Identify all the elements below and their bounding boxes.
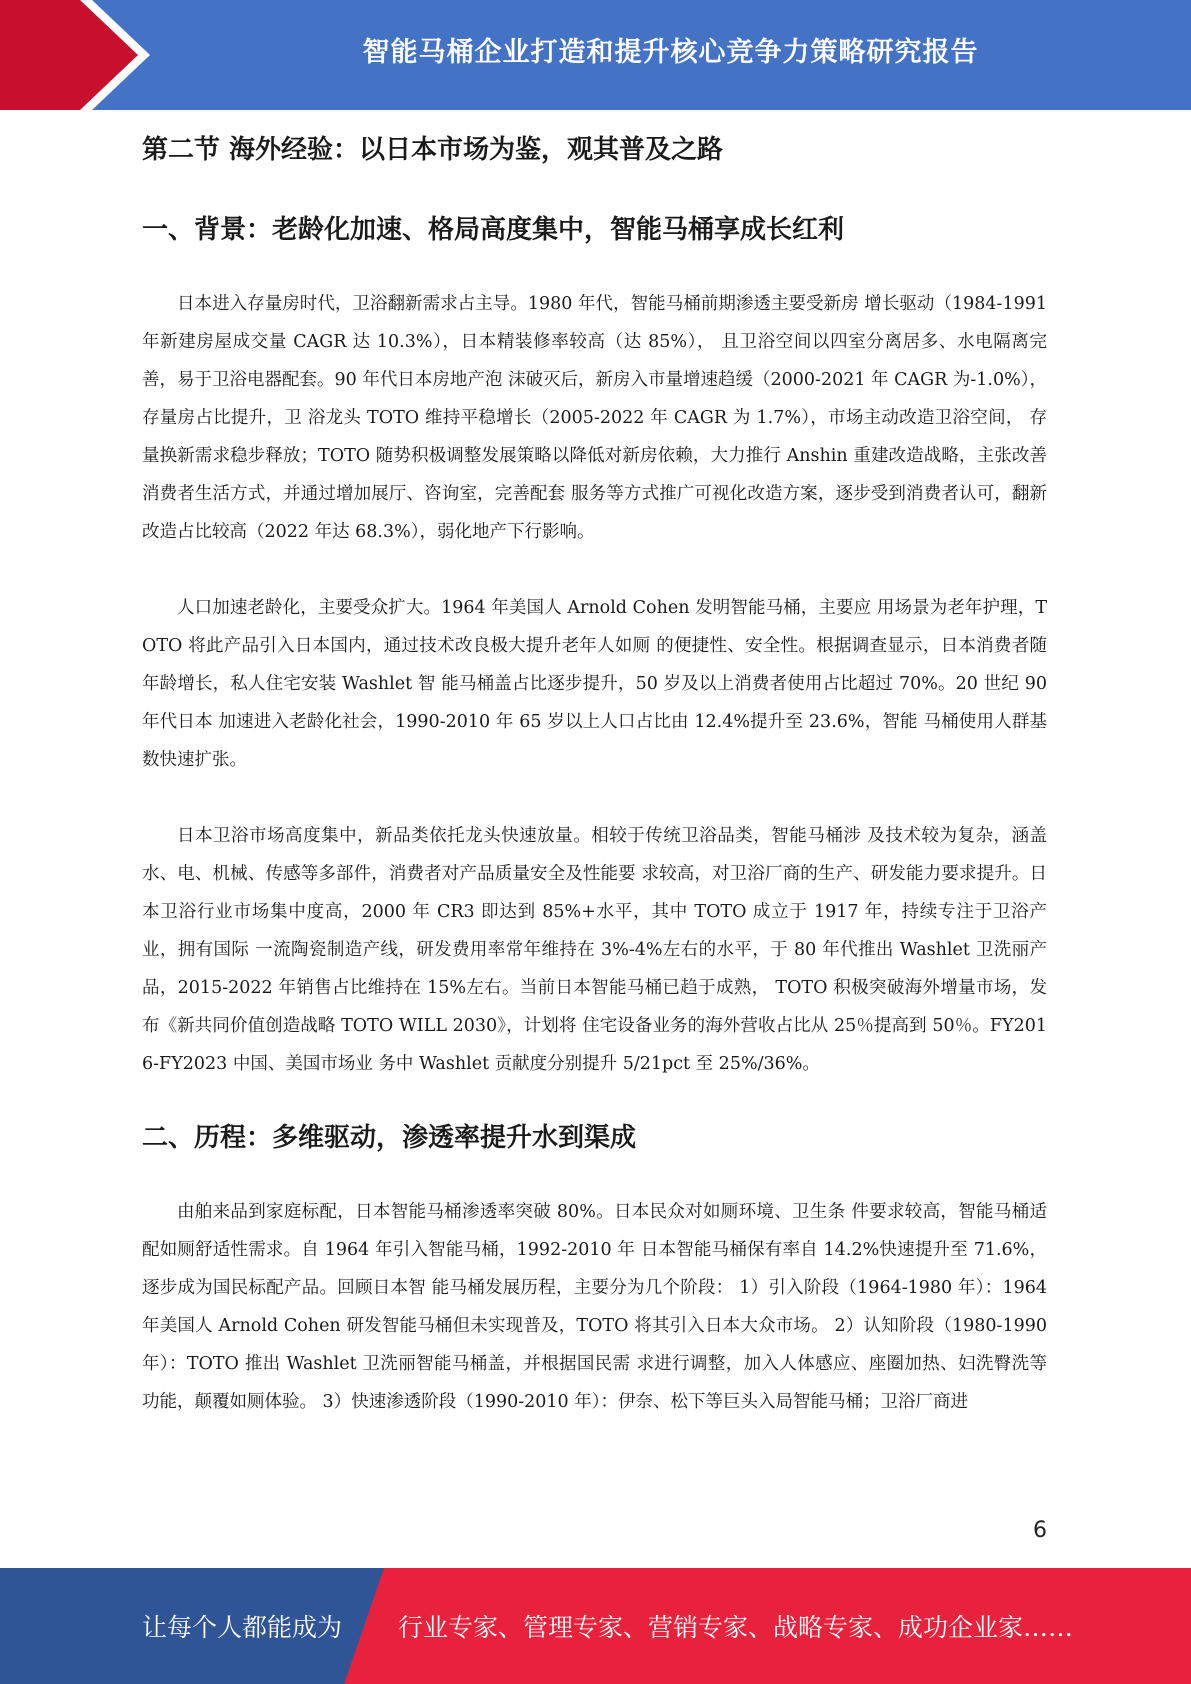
footer-slogan-right: 行业专家、管理专家、营销专家、战略专家、成功企业家……	[398, 1613, 1074, 1642]
section-title: 第二节 海外经验：以日本市场为鉴，观其普及之路	[142, 135, 724, 165]
page-header	[0, 0, 1191, 110]
header-chevron-icon	[0, 0, 160, 110]
footer-slogan-left: 让每个人都能成为	[142, 1613, 343, 1642]
part2-title: 二、历程：多维驱动，渗透率提升水到渠成	[142, 1123, 637, 1153]
part1-title: 一、背景：老龄化加速、格局高度集中，智能马桶享成长红利	[142, 215, 845, 245]
page-footer	[0, 1568, 1191, 1684]
report-title: 智能马桶企业打造和提升核心竞争力策略研究报告	[362, 36, 979, 68]
main-content	[142, 125, 1047, 1421]
paragraph: 由舶来品到家庭标配，日本智能马桶渗透率突破 80%。日本民众对如厕环境、卫生条 件要求较高，智能马桶适配如厕舒适性需求。自 1964 年引入智能马桶，1992-2010 年 日本智能马桶保有率自 14.2%快速提升至 71.6%，逐步成为国民标配产品。回顾日本智 能马桶发展历程，主要分为几个阶段： 1）引入阶段（1964-1980 年）：1964 年美国人 Arnold Cohen 研发智能马桶但未实现普及，TOTO 将其引入日本大众市场。 2）认知阶段（1980-1990 年）：TOTO 推出 Washlet 卫洗丽智能马桶盖，并根据国民需 求进行调整，加入人体感应、座圈加热、妇洗臀洗等功能，颠覆如厕体验。 3）快速渗透阶段（1990-2010 年）：伊奈、松下等巨头入局智能马桶；卫浴厂商进	[142, 1202, 1047, 1412]
page-number: 6	[1033, 1518, 1047, 1543]
paragraph: 人口加速老龄化，主要受众扩大。1964 年美国人 Arnold Cohen 发明智能马桶，主要应 用场景为老年护理，TOTO 将此产品引入日本国内，通过技术改良极大提升老年人如厕 的便捷性、安全性。根据调查显示，日本消费者随年龄增长，私人住宅安装 Washlet 智 能马桶盖占比逐步提升，50 岁及以上消费者使用占比超过 70%。20 世纪 90 年代日本 加速进入老龄化社会，1990-2010 年 65 岁以上人口占比由 12.4%提升至 23.6%，智能 马桶使用人群基数快速扩张。	[142, 598, 1047, 770]
paragraph: 日本进入存量房时代，卫浴翻新需求占主导。1980 年代，智能马桶前期渗透主要受新房 增长驱动（1984-1991 年新建房屋成交量 CAGR 达 10.3%），日本精装修率较高（达 85%）， 且卫浴空间以四室分离居多、水电隔离完善，易于卫浴电器配套。90 年代日本房地产泡 沫破灭后，新房入市量增速趋缓（2000-2021 年 CAGR 为-1.0%），存量房占比提升，卫 浴龙头 TOTO 维持平稳增长（2005-2022 年 CAGR 为 1.7%），市场主动改造卫浴空间， 存量换新需求稳步释放；TOTO 随势积极调整发展策略以降低对新房依赖，大力推行 Anshin 重建改造战略，主张改善消费者生活方式，并通过增加展厅、咨询室，完善配套 服务等方式推广可视化改造方案，逐步受到消费者认可，翻新改造占比较高（2022 年达 68.3%），弱化地产下行影响。	[142, 294, 1047, 542]
paragraph: 日本卫浴市场高度集中，新品类依托龙头快速放量。相较于传统卫浴品类，智能马桶涉 及技术较为复杂，涵盖水、电、机械、传感等多部件，消费者对产品质量安全及性能要 求较高，对卫浴厂商的生产、研发能力要求提升。日本卫浴行业市场集中度高，2000 年 CR3 即达到 85%+水平，其中 TOTO 成立于 1917 年，持续专注于卫浴产业，拥有国际 一流陶瓷制造产线，研发费用率常年维持在 3%-4%左右的水平，于 80 年代推出 Washlet 卫洗丽产品，2015-2022 年销售占比维持在 15%左右。当前日本智能马桶已趋于成熟， TOTO 积极突破海外增量市场，发布《新共同价值创造战略 TOTO WILL 2030》，计划将 住宅设备业务的海外营收占比从 25％提高到 50％。FY2016-FY2023 中国、美国市场业 务中 Washlet 贡献度分别提升 5/21pct 至 25%/36%。	[142, 826, 1047, 1074]
